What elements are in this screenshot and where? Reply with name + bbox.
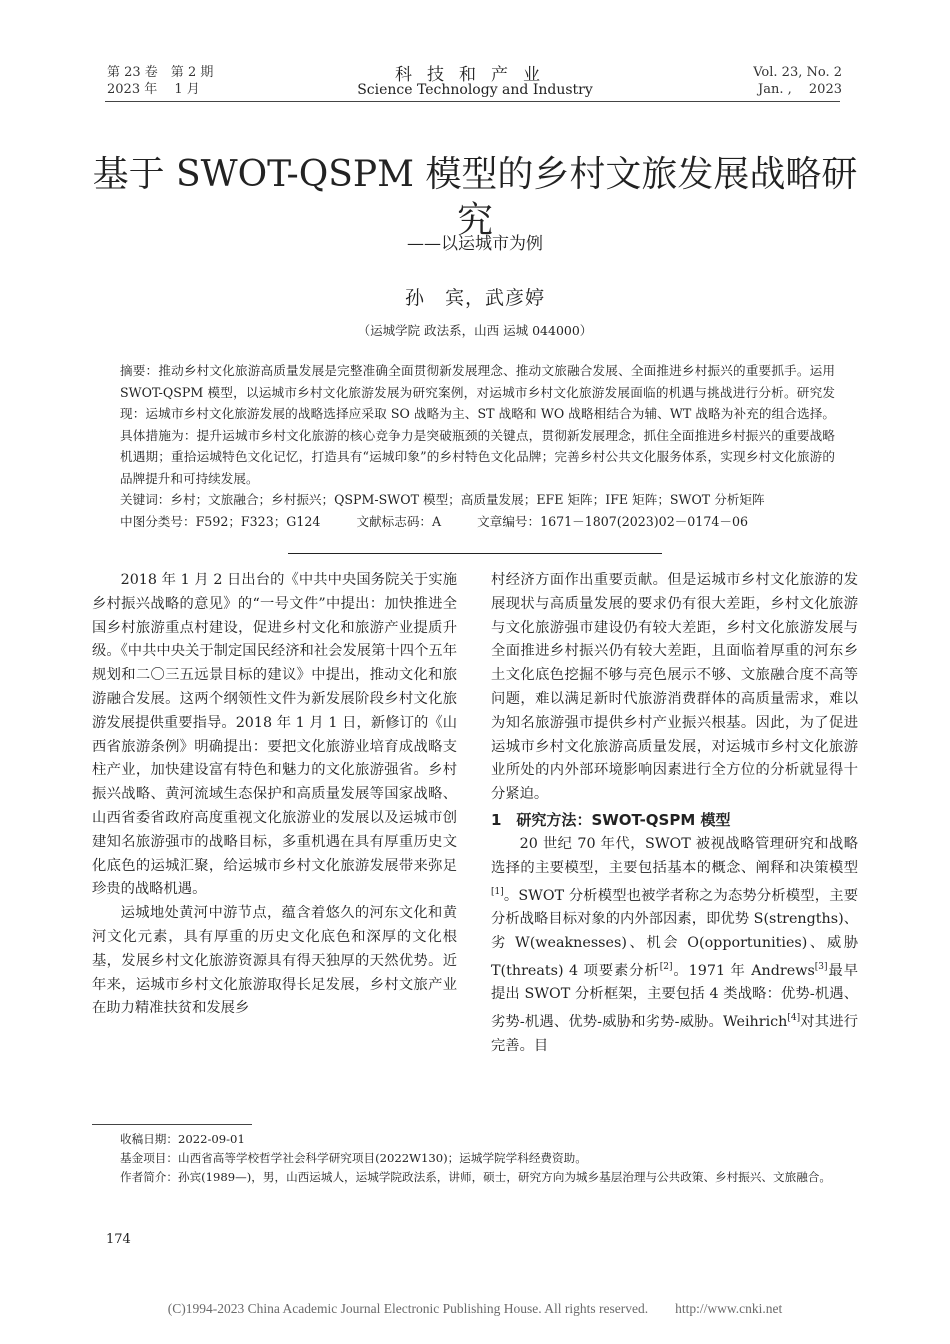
copyright-notice: (C)1994-2023 China Academic Journal Electronic Publishing House. All rights reserved. http://www.cnki.net xyxy=(167,1301,783,1316)
footnotes xyxy=(120,1130,860,1187)
right-column xyxy=(491,569,858,1058)
abstract-separator xyxy=(288,553,662,554)
citation-ref[interactable]: [4] xyxy=(787,1013,801,1024)
text-run: 20 世纪 70 年代，SWOT 被视战略管理研究和战略选择的主要模型，主要包括基本的概念、阐释和决策模型 xyxy=(491,835,858,876)
keywords: 关键词：乡村；文旅融合；乡村振兴；QSPM-SWOT 模型；高质量发展；EFE 矩阵；IFE 矩阵；SWOT 分析矩阵 xyxy=(120,492,765,507)
citation-ref[interactable]: [2] xyxy=(659,961,673,972)
left-column xyxy=(92,569,457,1021)
citation-ref[interactable]: [1] xyxy=(491,886,504,897)
body-paragraph xyxy=(491,833,858,1058)
clc-number: 中图分类号：F592；F323；G124 xyxy=(120,513,321,529)
body-paragraph: 2018 年 1 月 2 日出台的《中共中央国务院关于实施乡村振兴战略的意见》的“一号文件”中提出：加快推进全国乡村旅游重点村建设，促进乡村文化和旅游产业提质升级。《中共中央关于制定国民经济和社会发展第十四个五年规划和二〇三五远景目标的建议》中提出，推动文化和旅游融合发展。这两个纲领性文件为新发展阶段乡村文化旅游发展提供重要指导。2018 年 1 月 1 日，新修订的《山西省旅游条例》明确提出：要把文化旅游业培育成战略支柱产业，加快建设富有特色和魅力的文化旅游强省。乡村振兴战略、黄河流域生态保护和高质量发展等国家战略、山西省委省政府高度重视文化旅游业的发展以及运城市创建知名旅游强市的战略目标，多重机遇在具有厚重历史文化底色的运城汇聚，给运城市乡村文化旅游发展带来弥足珍贵的战略机遇。 xyxy=(92,572,457,898)
header-volume-issue: 第 23 卷 第 2 期 xyxy=(107,65,214,80)
text-run: 最早提出 SWOT 分析框架，主要包括 4 类战略：优势-机遇、劣势-机遇、优势-威胁和劣势-威胁。Weihrich xyxy=(491,962,859,1030)
page-number: 174 xyxy=(106,1232,131,1247)
abstract-text: 摘要：推动乡村文化旅游高质量发展是完整准确全面贯彻新发展理念、推动文旅融合发展、全面推进乡村振兴的重要抓手。运用 SWOT-QSPM 模型，以运城市乡村文化旅游发展为研究案例，对运城市乡村文化旅游发展面临的机遇与挑战进行分析。研究发现：运城市乡村文化旅游发展的战略选择应采取 SO 战略为主、ST 战略和 WO 战略相结合为辅、WT 战略为补充的组合选择。具体措施为：提升运城市乡村文化旅游的核心竞争力是突破瓶颈的关键点，贯彻新发展理念，抓住全面推进乡村振兴的重要战略机遇期；重拾运城特色文化记忆，打造具有“运城印象”的乡村特色文化品牌；完善乡村公共文化服务体系，实现乡村文化旅游的品牌提升和可持续发展。 xyxy=(120,363,835,486)
classification-line xyxy=(120,511,835,533)
article-subtitle: ——以运城市为例 xyxy=(407,234,543,254)
document-code: 文献标志码：A xyxy=(356,513,442,529)
article-title: 基于 SWOT-QSPM 模型的乡村文旅发展战略研究 xyxy=(92,154,858,241)
journal-name-en: Science Technology and Industry xyxy=(357,82,593,98)
abstract-block xyxy=(120,360,835,532)
article-authors: 孙 宾，武彦婷 xyxy=(404,287,545,309)
header-date-en: Jan. , 2023 xyxy=(758,82,842,97)
text-run: 。SWOT 分析模型也被学者称之为态势分析模型，主要分析战略目标对象的内外部因素，即优势 S(strengths)、劣 W(weaknesses)、机会 O(opportunities)、威胁 T(threats) 4 项要素分析 xyxy=(491,887,858,979)
fund-info: 基金项目：山西省高等学校哲学社会科学研究项目(2022W130)；运城学院学科经费资助。 xyxy=(120,1151,587,1165)
body-paragraph: 运城地处黄河中游节点，蕴含着悠久的河东文化和黄河文化元素，具有厚重的历史文化底色和深厚的文化根基，发展乡村文化旅游资源具有得天独厚的天然优势。近年来，运城市乡村文化旅游取得长足发展，乡村文旅产业在助力精准扶贫和发展乡 xyxy=(92,905,457,1017)
header-volume-en: Vol. 23, No. 2 xyxy=(753,65,842,80)
header-rule xyxy=(105,101,840,102)
author-affiliation: （运城学院 政法系，山西 运城 044000） xyxy=(357,323,593,338)
article-number: 文章编号：1671－1807(2023)02－0174－06 xyxy=(477,513,748,529)
citation-ref[interactable]: [3] xyxy=(814,961,828,972)
footnote-rule xyxy=(92,1124,252,1125)
text-run: 。1971 年 Andrews xyxy=(672,962,815,979)
body-paragraph: 村经济方面作出重要贡献。但是运城市乡村文化旅游的发展现状与高质量发展的要求仍有很大差距，乡村文化旅游与文化旅游强市建设仍有较大差距，乡村文化旅游发展与全面推进乡村振兴仍有较大差距，且面临着厚重的河东乡土文化底色挖掘不够与亮色展示不够、文旅融合度不高等问题，难以满足新时代旅游消费群体的高质量需求，难以为知名旅游强市提供乡村产业振兴根基。因此，为了促进运城市乡村文化旅游高质量发展，对运城市乡村文化旅游业所处的内外部环境影响因素进行全方位的分析就显得十分紧迫。 xyxy=(491,572,858,803)
received-date: 收稿日期：2022-09-01 xyxy=(120,1132,245,1146)
header-date: 2023 年 1 月 xyxy=(107,82,200,97)
journal-name-cn: 科技和产业 xyxy=(395,65,555,85)
author-bio: 作者简介：孙宾(1989—)，男，山西运城人，运城学院政法系，讲师，硕士，研究方向为城乡基层治理与公共政策、乡村振兴、文旅融合。 xyxy=(120,1170,831,1184)
section-heading: 1 研究方法：SWOT-QSPM 模型 xyxy=(491,810,731,829)
text-run: 对其进行完善。目 xyxy=(491,1013,859,1054)
